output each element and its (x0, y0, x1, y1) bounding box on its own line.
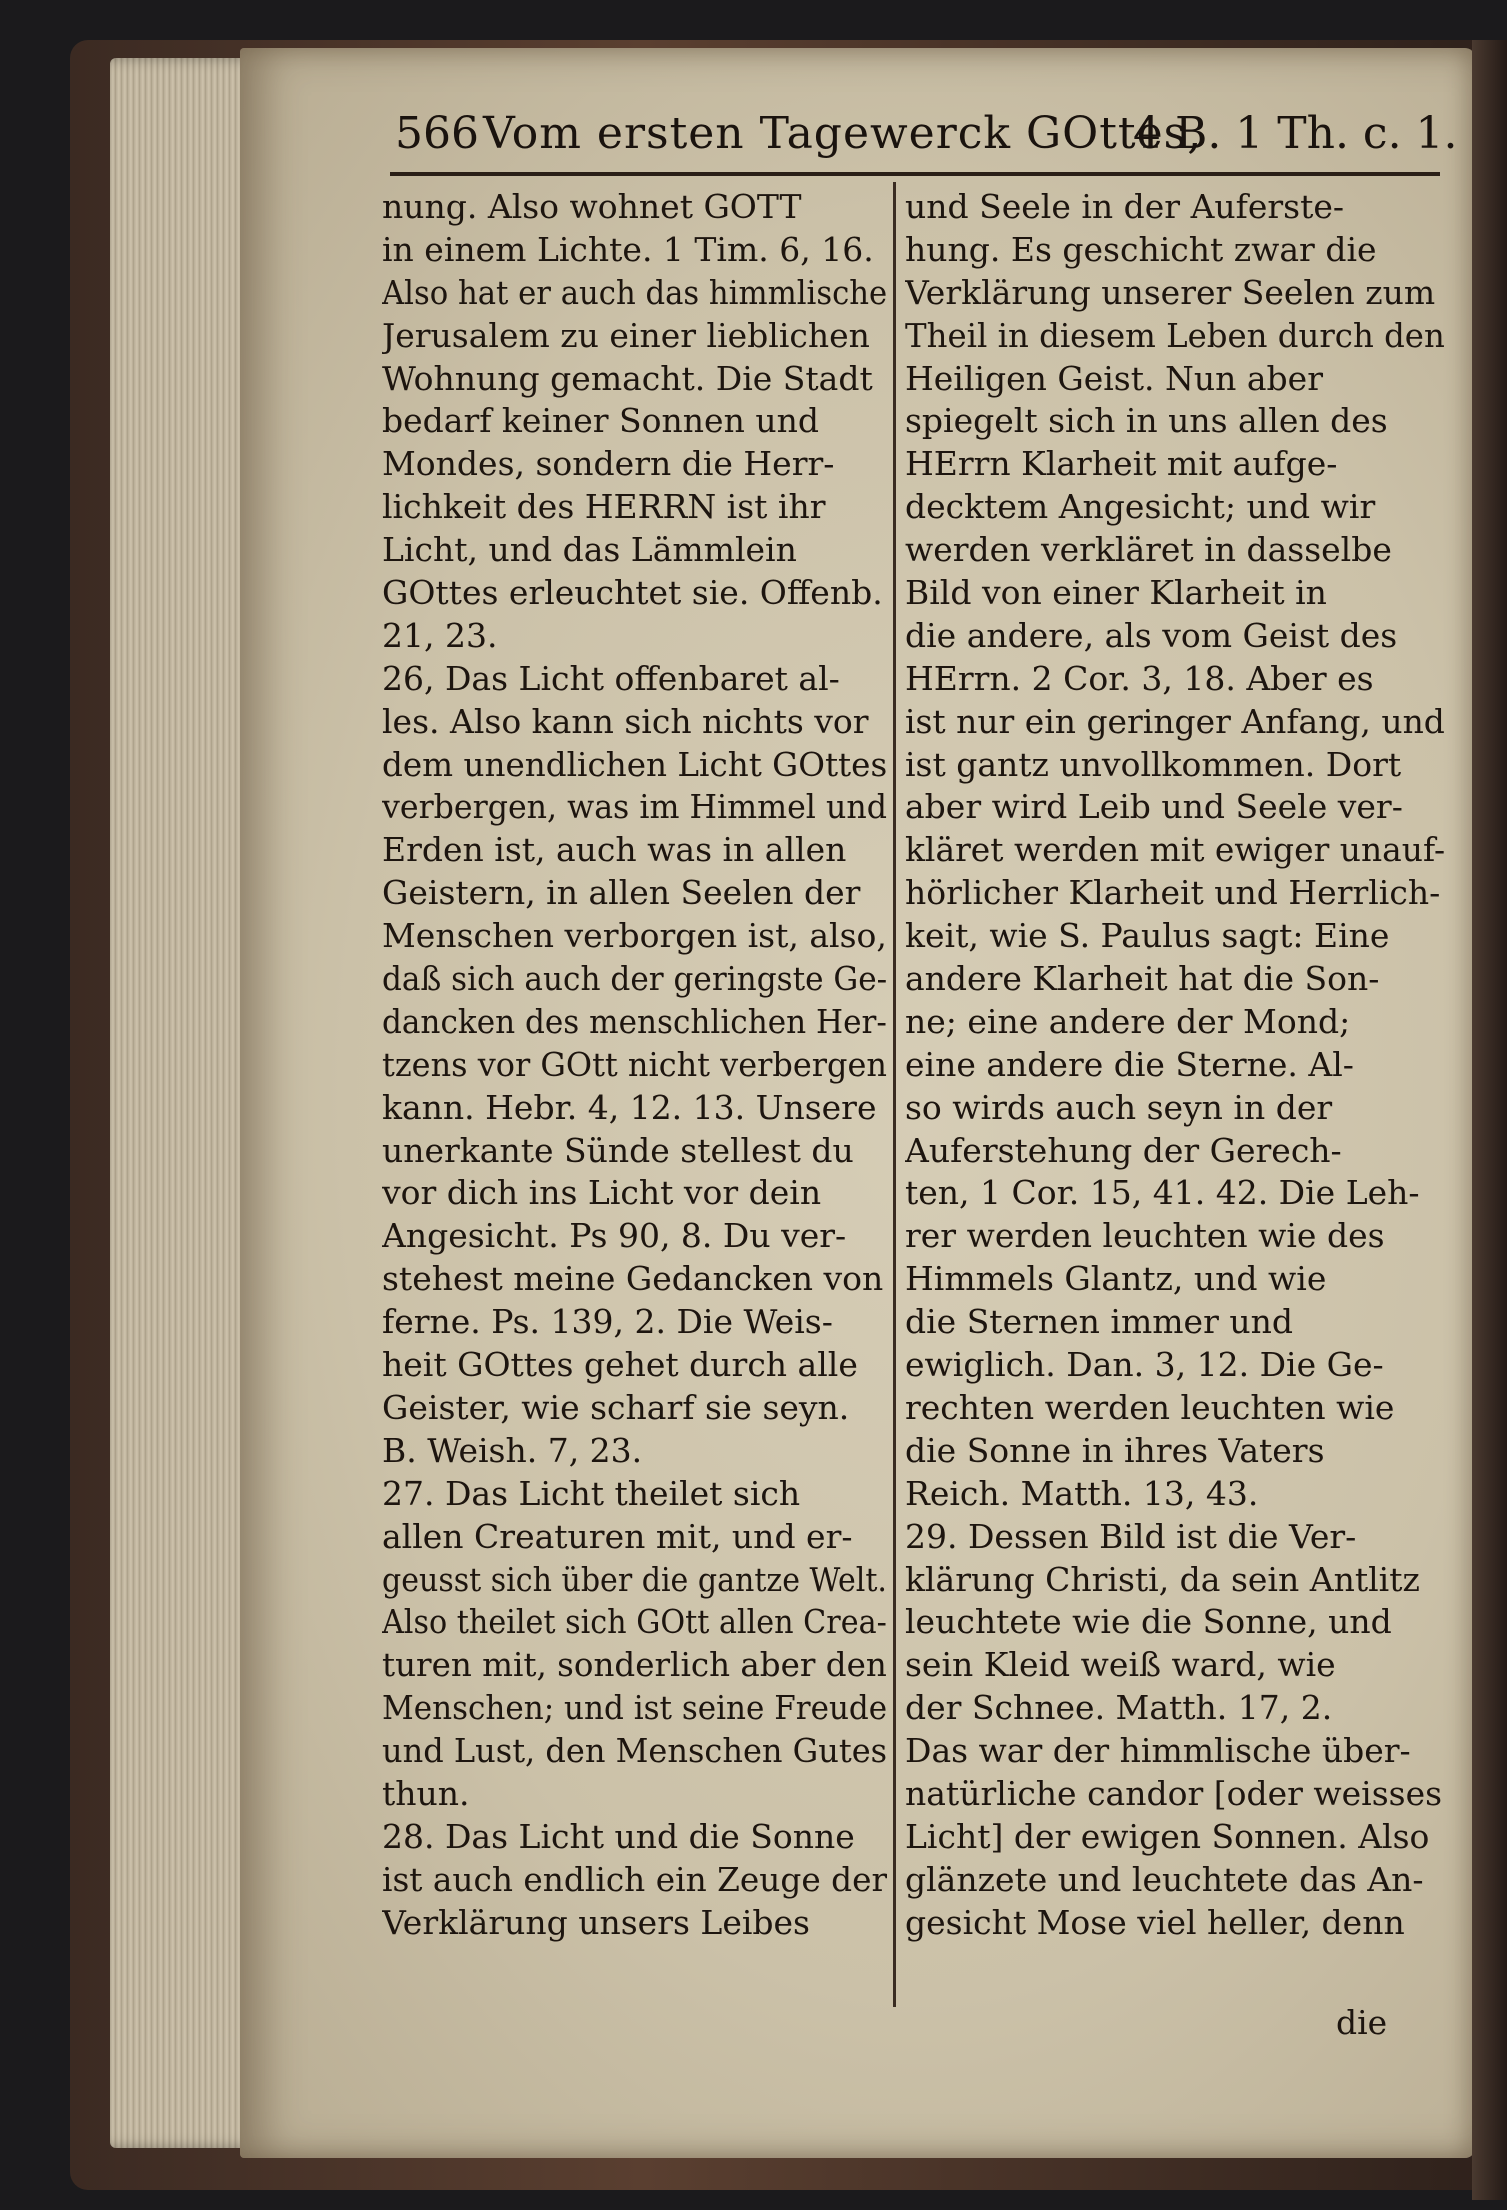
text-line: les. Also kann sich nichts vor (382, 701, 869, 741)
text-line: Reich. Matth. 13, 43. (905, 1473, 1259, 1513)
text-line: Verklärung unserer Seelen zum (905, 272, 1436, 312)
text-line: Das war der himmlische über- (905, 1731, 1411, 1771)
text-line: 21, 23. (382, 615, 498, 655)
text-line: unerkante Sünde stellest du (382, 1130, 854, 1170)
text-line: werden verkläret in dasselbe (905, 530, 1392, 570)
text-line: kann. Hebr. 4, 12. 13. Unsere (382, 1087, 877, 1127)
text-line: verbergen, was im Himmel und (382, 787, 887, 827)
text-line: lichkeit des HERRN ist ihr (382, 487, 826, 527)
text-line: bedarf keiner Sonnen und (382, 401, 819, 441)
book-reference: 4 B. 1 Th. c. 1. (1133, 108, 1458, 159)
text-line: ten, 1 Cor. 15, 41. 42. Die Leh- (905, 1173, 1420, 1213)
column-divider (893, 182, 896, 2007)
text-line: ist gantz unvollkommen. Dort (905, 744, 1402, 784)
text-line: heit GOttes gehet durch alle (382, 1345, 858, 1385)
text-line: Mondes, sondern die Herr- (382, 444, 835, 484)
text-line: HErrn Klarheit mit aufge- (905, 444, 1338, 484)
text-line: thun. (382, 1773, 470, 1813)
text-line: Erden ist, auch was in allen (382, 830, 847, 870)
text-line: der Schnee. Matth. 17, 2. (905, 1688, 1333, 1728)
text-line: 29. Dessen Bild ist die Ver- (905, 1516, 1357, 1556)
text-line: Auferstehung der Gerech- (905, 1130, 1342, 1170)
text-line: rer werden leuchten wie des (905, 1216, 1385, 1256)
page-number: 566 (395, 108, 479, 159)
text-line: ewiglich. Dan. 3, 12. Die Ge- (905, 1345, 1384, 1385)
text-line: nung. Also wohnet GOTT (382, 187, 802, 226)
text-line: gesicht Mose viel heller, denn (905, 1902, 1405, 1942)
text-line: leuchtete wie die Sonne, und (905, 1602, 1392, 1642)
text-line: 26, Das Licht offenbaret al- (382, 658, 840, 698)
text-line: 27. Das Licht theilet sich (382, 1473, 801, 1513)
text-line: tzens vor GOtt nicht verbergen (382, 1044, 887, 1084)
text-line: aber wird Leib und Seele ver- (905, 787, 1403, 827)
text-line: dem unendlichen Licht GOttes (382, 744, 887, 784)
text-line: Geister, wie scharf sie seyn. (382, 1387, 850, 1427)
right-page-edge (1472, 40, 1507, 2200)
text-line: stehest meine Gedancken von (382, 1259, 884, 1299)
text-line: daß sich auch der geringste Ge- (382, 959, 887, 999)
text-line: Licht, und das Lämmlein (382, 530, 797, 570)
text-line: rechten werden leuchten wie (905, 1387, 1395, 1427)
text-line: decktem Angesicht; und wir (905, 487, 1376, 527)
text-line: Angesicht. Ps 90, 8. Du ver- (382, 1216, 847, 1256)
text-line: 28. Das Licht und die Sonne (382, 1816, 855, 1856)
text-line: geusst sich über die gantze Welt. (382, 1559, 887, 1599)
text-line: Jerusalem zu einer lieblichen (382, 315, 870, 355)
text-line: turen mit, sonderlich aber den (382, 1645, 887, 1685)
text-line: Verklärung unsers Leibes (382, 1902, 810, 1942)
text-line: Menschen; und ist seine Freude (382, 1688, 887, 1728)
text-line: keit, wie S. Paulus sagt: Eine (905, 916, 1390, 956)
text-line: und Seele in der Auferste- (905, 187, 1345, 226)
text-line: GOttes erleuchtet sie. Offenb. (382, 573, 883, 613)
text-line: ist auch endlich ein Zeuge der (382, 1859, 887, 1899)
text-line: dancken des menschlichen Her- (382, 1001, 887, 1041)
running-title: Vom ersten Tagewerck GOttes, (483, 108, 1203, 159)
text-line: andere Klarheit hat die Son- (905, 959, 1380, 999)
text-line: die andere, als vom Geist des (905, 615, 1398, 655)
running-header (395, 104, 1458, 164)
header-rule (390, 172, 1440, 176)
text-line: sein Kleid weiß ward, wie (905, 1645, 1336, 1685)
text-line: allen Creaturen mit, und er- (382, 1516, 853, 1556)
text-line: klärung Christi, da sein Antlitz (905, 1559, 1420, 1599)
text-line: die Sternen immer und (905, 1302, 1293, 1342)
left-column (382, 186, 887, 1945)
text-line: B. Weish. 7, 23. (382, 1430, 643, 1470)
text-line: Geistern, in allen Seelen der (382, 873, 861, 913)
text-line: Heiligen Geist. Nun aber (905, 358, 1323, 398)
text-line: Wohnung gemacht. Die Stadt (382, 358, 873, 398)
text-line: natürliche candor [oder weisses (905, 1773, 1443, 1813)
text-line: in einem Lichte. 1 Tim. 6, 16. (382, 229, 874, 269)
text-line: vor dich ins Licht vor dein (382, 1173, 822, 1213)
text-line: spiegelt sich in uns allen des (905, 401, 1388, 441)
text-line: Theil in diesem Leben durch den (905, 315, 1445, 355)
text-line: glänzete und leuchtete das An- (905, 1859, 1424, 1899)
text-line: Licht] der ewigen Sonnen. Also (905, 1816, 1430, 1856)
text-line: Himmels Glantz, und wie (905, 1259, 1327, 1299)
right-column (905, 186, 1445, 1945)
text-line: Also hat er auch das himmlische (382, 272, 887, 312)
page-edges (110, 58, 260, 2148)
text-line: ist nur ein geringer Anfang, und (905, 701, 1445, 741)
text-line: so wirds auch seyn in der (905, 1087, 1333, 1127)
text-line: und Lust, den Menschen Gutes (382, 1731, 887, 1771)
text-line: hörlicher Klarheit und Herrlich- (905, 873, 1441, 913)
catchword: die (1336, 2003, 1388, 2042)
text-line: kläret werden mit ewiger unauf- (905, 830, 1445, 870)
text-line: HErrn. 2 Cor. 3, 18. Aber es (905, 658, 1374, 698)
text-line: ne; eine andere der Mond; (905, 1001, 1351, 1041)
text-line: die Sonne in ihres Vaters (905, 1430, 1325, 1470)
text-line: ferne. Ps. 139, 2. Die Weis- (382, 1302, 833, 1342)
text-line: Bild von einer Klarheit in (905, 573, 1327, 613)
text-line: hung. Es geschicht zwar die (905, 229, 1377, 269)
text-line: eine andere die Sterne. Al- (905, 1044, 1354, 1084)
text-line: Also theilet sich GOtt allen Crea- (382, 1602, 887, 1642)
text-line: Menschen verborgen ist, also, (382, 916, 887, 956)
